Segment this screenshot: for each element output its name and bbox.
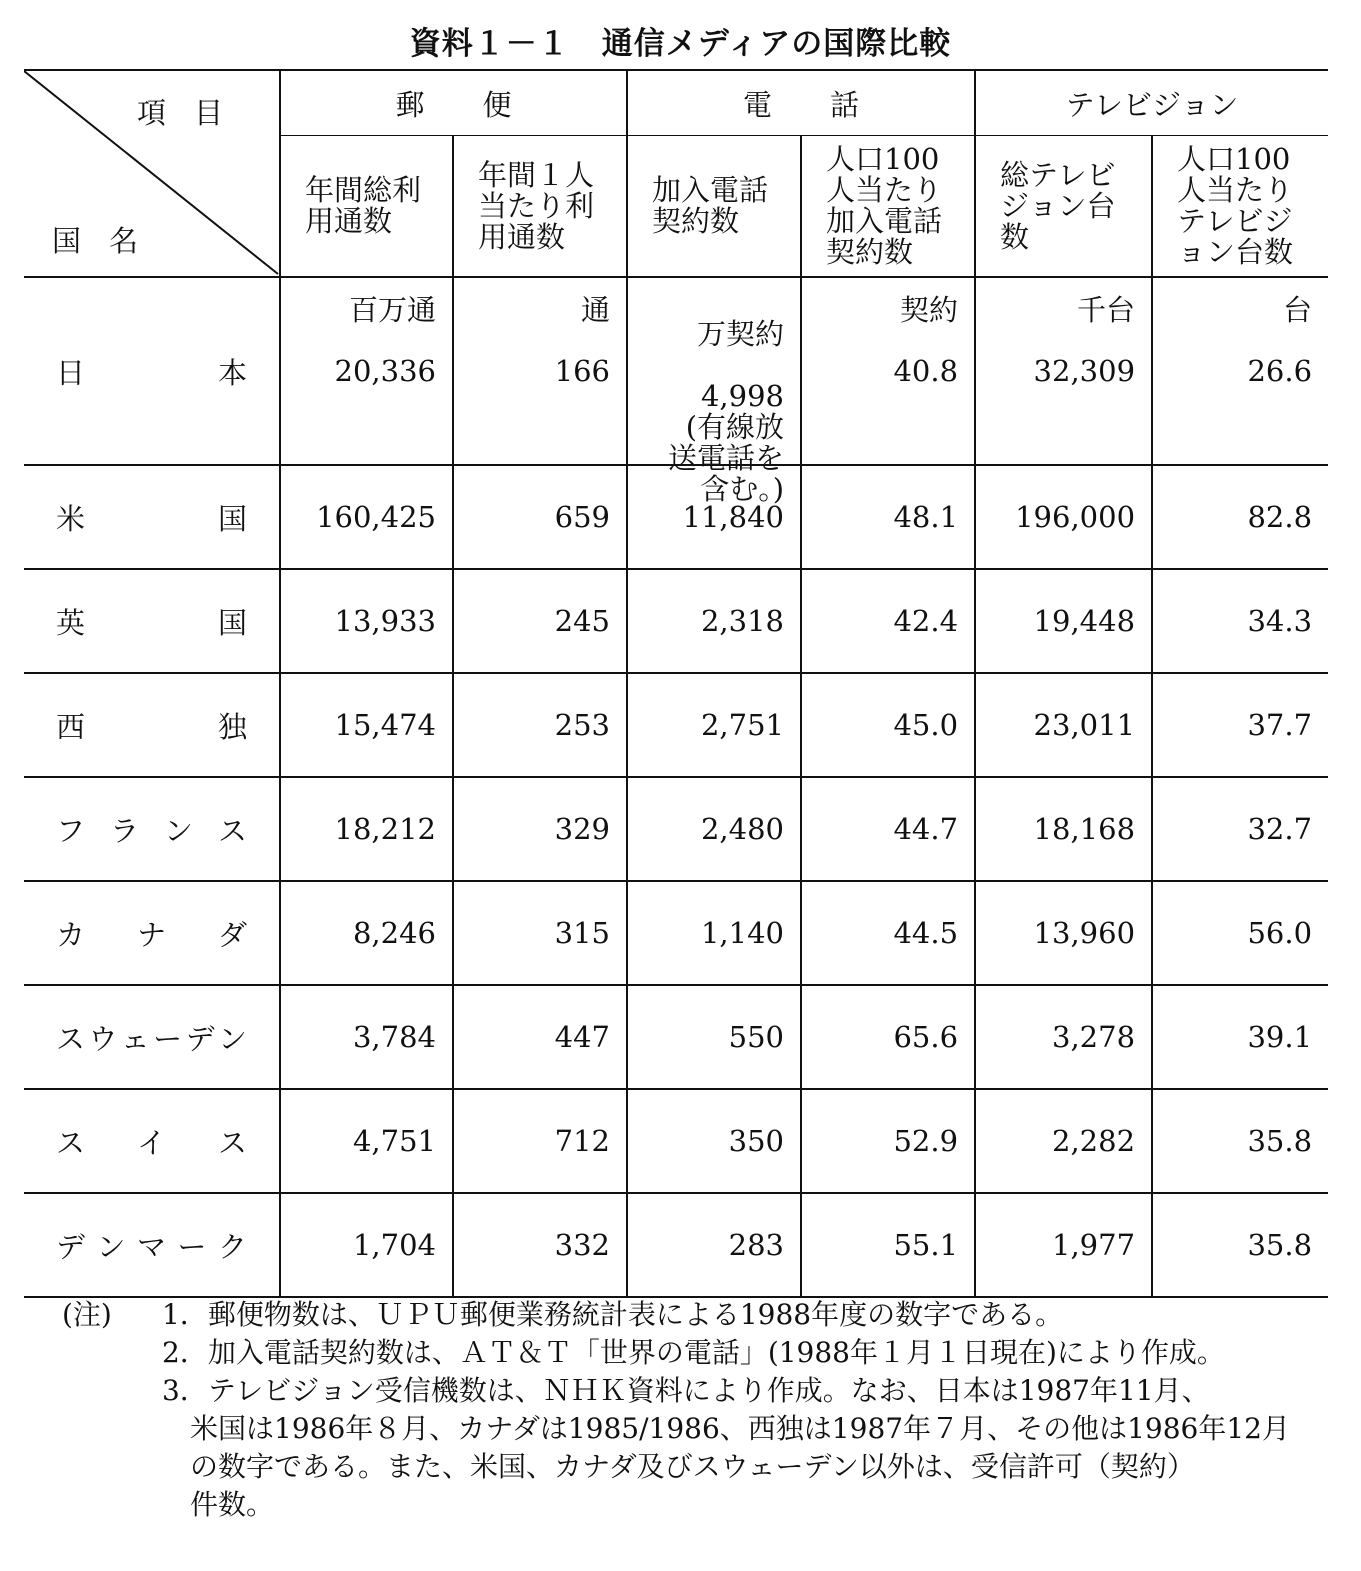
cell-value: 18,212 <box>280 777 453 881</box>
country-name-char: カ <box>56 917 86 952</box>
cell-value: 35.8 <box>1152 1193 1328 1297</box>
note-3-line-2: 米国は1986年８月、カナダは1985/1986、西独は1987年７月、その他は1986年12月 <box>190 1412 1290 1445</box>
table-row <box>24 569 1328 673</box>
cell-value: 15,474 <box>280 673 453 777</box>
cell-value: 253 <box>453 673 627 777</box>
column-header: 人口100 人当たり テレビジ ョン台数 <box>1152 136 1328 278</box>
country-name-char: ン <box>96 1229 126 1264</box>
country-name-char: ス <box>56 1125 86 1160</box>
row-country-name <box>24 1193 280 1297</box>
cell-value: 42.4 <box>801 569 975 673</box>
cell-value: 350 <box>627 1089 801 1193</box>
cell-value: 550 <box>627 985 801 1089</box>
table-cell <box>453 277 627 465</box>
note-3: 3．テレビジョン受信機数は、ＮＨＫ資料により作成。なお、日本は1987年11月、 <box>162 1374 1210 1407</box>
table-row <box>24 881 1328 985</box>
country-name-char: ェ <box>120 1021 150 1056</box>
corner-country-label: 国名 <box>52 224 167 258</box>
cell-value: 283 <box>627 1193 801 1297</box>
country-name-part: 米 <box>56 501 86 536</box>
table-row <box>24 277 1328 465</box>
cell-value: 2,751 <box>627 673 801 777</box>
cell-value: 55.1 <box>801 1193 975 1297</box>
cell-value: 11,840 <box>627 465 801 569</box>
row-country-name <box>24 465 280 569</box>
cell-value: 48.1 <box>801 465 975 569</box>
row-country-name <box>24 985 280 1089</box>
country-name-part: 国 <box>217 501 247 536</box>
unit-label: 台 <box>1283 293 1313 327</box>
country-name-char: ス <box>217 1125 247 1160</box>
table-cell <box>975 277 1152 465</box>
column-header: 加入電話 契約数 <box>627 136 801 278</box>
cell-value: 3,784 <box>280 985 453 1089</box>
cell-value: 166 <box>554 354 611 388</box>
cell-value: 44.7 <box>801 777 975 881</box>
cell-value: 32.7 <box>1152 777 1328 881</box>
country-name-char: ン <box>163 813 193 848</box>
country-name-char: ン <box>217 1021 247 1056</box>
country-name-char: デ <box>56 1229 86 1264</box>
table-cell <box>801 277 975 465</box>
note-1: 1．郵便物数は、ＵＰＵ郵便業務統計表による1988年度の数字である。 <box>162 1298 1064 1331</box>
corner-header-cell <box>24 70 280 277</box>
group-header-television: テレビジョン <box>975 70 1328 136</box>
unit-label: 通 <box>581 293 611 327</box>
cell-value: 1,977 <box>975 1193 1152 1297</box>
cell-value: 34.3 <box>1152 569 1328 673</box>
column-header: 人口100 人当たり 加入電話 契約数 <box>801 136 975 278</box>
country-name-char: ク <box>217 1229 247 1264</box>
note-3-line-4: 件数。 <box>190 1488 275 1521</box>
cell-value: 332 <box>453 1193 627 1297</box>
cell-value: 37.7 <box>1152 673 1328 777</box>
column-header: 総テレビ ジョン台 数 <box>975 136 1152 278</box>
country-name-char: ナ <box>136 917 166 952</box>
row-country-name <box>24 881 280 985</box>
cell-value: 2,480 <box>627 777 801 881</box>
cell-value: 45.0 <box>801 673 975 777</box>
country-name-part: 独 <box>217 709 247 744</box>
cell-value: 8,246 <box>280 881 453 985</box>
comparison-table <box>24 69 1328 1298</box>
country-name-part: 西 <box>56 709 86 744</box>
unit-label: 千台 <box>1077 293 1136 327</box>
row-country-name <box>24 673 280 777</box>
country-name-char: ダ <box>217 917 247 952</box>
cell-value: 712 <box>453 1089 627 1193</box>
country-name-part: 国 <box>217 605 247 640</box>
country-name-char: ラ <box>109 813 139 848</box>
cell-value: 160,425 <box>280 465 453 569</box>
country-name-char: ー <box>153 1021 183 1056</box>
country-name-part: 本 <box>217 355 247 390</box>
cell-value: 1,140 <box>627 881 801 985</box>
column-header: 年間１人 当たり利 用通数 <box>453 136 627 278</box>
country-name-char: ー <box>177 1229 207 1264</box>
table-body <box>24 465 1328 1297</box>
cell-value: 19,448 <box>975 569 1152 673</box>
country-name-char: ス <box>56 1021 86 1056</box>
unit-label: 契約 <box>900 293 959 327</box>
row-country-name <box>24 569 280 673</box>
cell-value: 13,933 <box>280 569 453 673</box>
country-name-char: ウ <box>88 1021 118 1056</box>
table-row <box>24 673 1328 777</box>
country-name-char: ス <box>217 813 247 848</box>
page-title: 資料１－１ 通信メディアの国際比較 <box>409 26 952 62</box>
table-row <box>24 985 1328 1089</box>
table-row <box>24 1089 1328 1193</box>
notes-label: (注) <box>62 1298 112 1331</box>
cell-value: 35.8 <box>1152 1089 1328 1193</box>
column-header: 年間総利 用通数 <box>280 136 453 278</box>
table-cell <box>627 277 801 506</box>
cell-value: 2,318 <box>627 569 801 673</box>
country-name-char: デ <box>185 1021 215 1056</box>
country-name-part: 英 <box>56 605 86 640</box>
row-country-name <box>24 277 280 465</box>
cell-value: 20,336 <box>334 354 436 388</box>
cell-value: 2,282 <box>975 1089 1152 1193</box>
cell-value: 3,278 <box>975 985 1152 1089</box>
cell-value: 4,751 <box>280 1089 453 1193</box>
cell-value: 4,998 (有線放 送電話を 含む。) <box>668 379 785 506</box>
cell-value: 245 <box>453 569 627 673</box>
cell-value: 196,000 <box>975 465 1152 569</box>
cell-value: 315 <box>453 881 627 985</box>
table-cell <box>1152 277 1328 465</box>
cell-value: 329 <box>453 777 627 881</box>
cell-value: 23,011 <box>975 673 1152 777</box>
cell-value: 52.9 <box>801 1089 975 1193</box>
cell-value: 82.8 <box>1152 465 1328 569</box>
table-row <box>24 777 1328 881</box>
country-name-part: 日 <box>56 355 86 390</box>
table-row <box>24 1193 1328 1297</box>
cell-value: 659 <box>453 465 627 569</box>
group-header-postal: 郵 便 <box>280 70 627 136</box>
unit-label: 万契約 <box>697 317 785 351</box>
row-country-name <box>24 1089 280 1193</box>
cell-value: 65.6 <box>801 985 975 1089</box>
group-header-telephone: 電 話 <box>627 70 975 136</box>
cell-value: 447 <box>453 985 627 1089</box>
note-2: 2．加入電話契約数は、ＡＴ＆Ｔ「世界の電話」(1988年１月１日現在)により作成。 <box>162 1336 1225 1369</box>
note-3-line-3: の数字である。また、米国、カナダ及びスウェーデン以外は、受信許可（契約） <box>190 1450 1195 1483</box>
table-cell <box>280 277 453 465</box>
country-name-char: フ <box>56 813 86 848</box>
cell-value: 1,704 <box>280 1193 453 1297</box>
unit-label: 百万通 <box>348 293 436 327</box>
cell-value: 44.5 <box>801 881 975 985</box>
corner-item-label: 項目 <box>136 96 251 130</box>
cell-value: 18,168 <box>975 777 1152 881</box>
cell-value: 40.8 <box>893 354 959 388</box>
cell-value: 32,309 <box>1033 354 1136 388</box>
cell-value: 56.0 <box>1152 881 1328 985</box>
cell-value: 26.6 <box>1247 354 1313 388</box>
row-country-name <box>24 777 280 881</box>
cell-value: 39.1 <box>1152 985 1328 1089</box>
cell-value: 13,960 <box>975 881 1152 985</box>
country-name-char: マ <box>136 1229 166 1264</box>
country-name-char: イ <box>136 1125 166 1160</box>
